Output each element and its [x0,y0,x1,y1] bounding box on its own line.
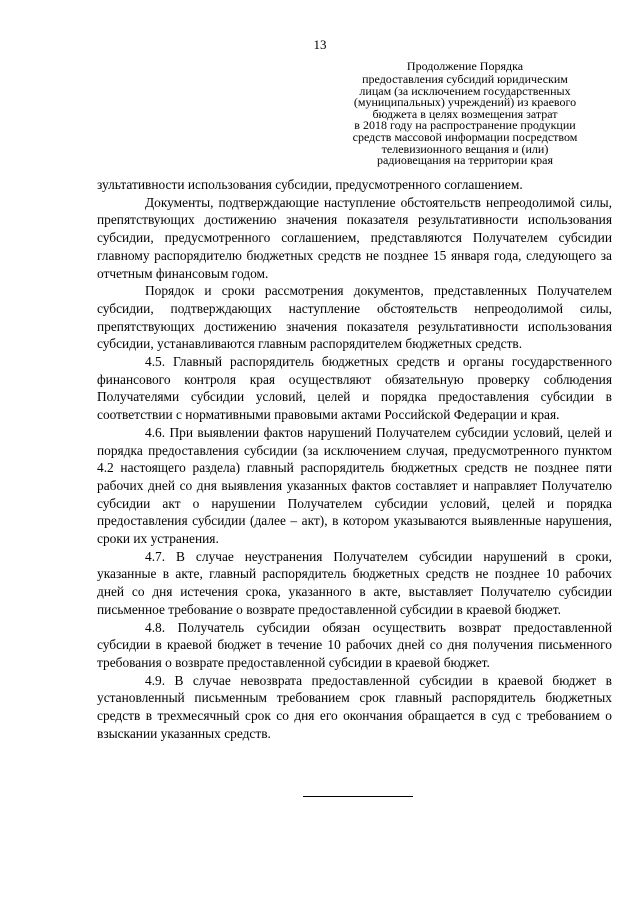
paragraph-4-5: 4.5. Главный распорядитель бюджетных средств и органы государственного финансового контроля края осуществляют обязательную проверку соблюдения Получателями субсидии условий, целей и порядка предоставления субсидии в соответствии с нормативными правовыми актами Российской Федерации и края. [97,354,612,423]
document-body [97,176,612,743]
header-block [310,61,620,167]
header-line: радиовещания на территории края [376,153,554,168]
paragraph-4-9: 4.9. В случае невозврата предоставленной субсидии в краевой бюджет в установленный письменным требованием срок главный распорядитель бюджетных средств в трехмесячный срок со дня его окончания обращается в суд с требованием о взыскании указанных средств. [97,672,612,741]
header-title: Продолжение Порядка [406,59,524,73]
header-line: в 2018 году на распространение продукции [354,118,576,133]
header-line: предоставления субсидий юридическим [362,72,568,87]
paragraph-force-majeure-documents: Документы, подтверждающие наступление обстоятельств непреодолимой силы, препятствующих достижению значения показателя результативности использования субсидии, предусмотренного соглашением, представляются Получателем субсидии главному распорядителю бюджетных средств не позднее 15 января года, следующего за отчетным финансовым годом. [97,194,612,281]
paragraph-4-7: 4.7. В случае неустранения Получателем субсидии нарушений в сроки, указанные в акте, главный распорядитель бюджетных средств не позднее 10 рабочих дней со дня истечения срока, указанного в акте, выставляет Получателю субсидии письменное требование о возврате предоставленной субсидии в краевой бюджет. [97,548,612,617]
header-line: средств массовой информации посредством [352,130,578,145]
header-line: (муниципальных) учреждений) из краевого [353,95,577,110]
header-line: телевизионного вещания и (или) [381,141,549,156]
header-line: лицам (за исключением государственных [359,83,571,98]
paragraph-continuation: зультативности использования субсидии, предусмотренного соглашением. [97,177,523,192]
page-number: 13 [313,37,327,52]
paragraph-review-procedure: Порядок и сроки рассмотрения документов, представленных Получателем субсидии, подтверждающих наступление обстоятельств непреодолимой силы, препятствующих достижению значения показателя результативности использования субсидии, устанавливаются главным распорядителем бюджетных средств. [97,283,612,352]
paragraph-4-6: 4.6. При выявлении фактов нарушений Получателем субсидии условий, целей и порядка предоставления субсидии (за исключением случая, предусмотренного пунктом 4.2 настоящего раздела) главный распорядитель бюджетных средств не позднее пяти рабочих дней со дня выявления указанных фактов составляет и направляет Получателю субсидии акт о нарушении Получателем субсидии условий, целей и порядка предоставления субсидии (далее – акт), в котором указываются выявленные нарушения, сроки их устранения. [97,424,612,547]
end-divider [303,796,413,797]
paragraph-4-8: 4.8. Получатель субсидии обязан осуществить возврат предоставленной субсидии в краевой бюджет в течение 10 рабочих дней со дня получения письменного требования о возврате предоставленной субсидии в краевой бюджет. [97,619,612,670]
header-line: бюджета в целях возмещения затрат [372,106,558,121]
